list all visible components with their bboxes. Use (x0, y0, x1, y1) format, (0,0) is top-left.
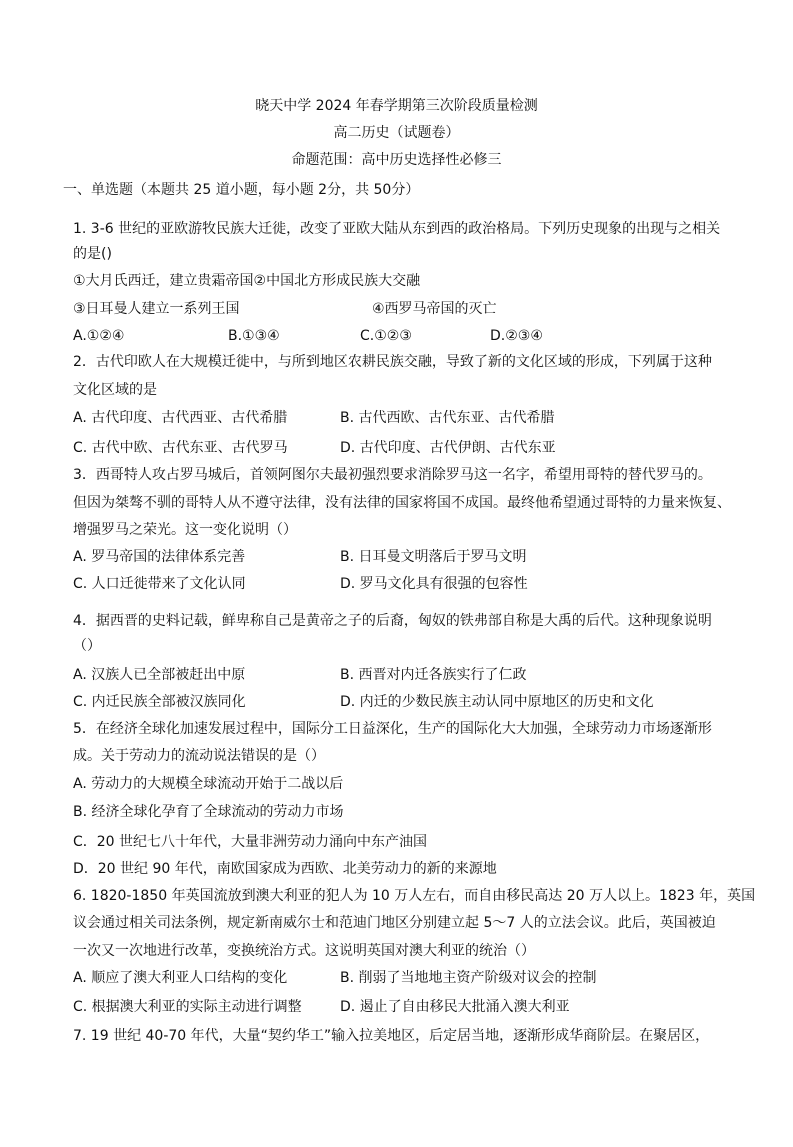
q3-option-a[interactable]: A. 罗马帝国的法律体系完善 (73, 549, 246, 565)
exam-scope: 命题范围：高中历史选择性必修三 (291, 152, 502, 168)
q2-option-d[interactable]: D. 古代印度、古代伊朗、古代东亚 (340, 440, 556, 456)
q5-option-b[interactable]: B. 经济全球化孕育了全球流动的劳动力市场 (73, 804, 344, 820)
q4-stem-line1: 4．据西晋的史料记载，鲜卑称自己是黄帝之子的后裔，匈奴的铁弗部自称是大禹的后代。这种现象说明 (73, 613, 712, 629)
q1-item-line1: ①大月氏西迁，建立贵霜帝国②中国北方形成民族大交融 (73, 273, 421, 289)
q3-option-b[interactable]: B. 日耳曼文明落后于罗马文明 (340, 549, 527, 565)
q5-stem-line2: 成。关于劳动力的流动说法错误的是（） (73, 748, 325, 764)
q7-stem-line1: 7. 19 世纪 40-70 年代，大量“契约华工”输入拉美地区，后定居当地，逐渐形成华商阶层。在聚居区， (73, 1028, 710, 1044)
q3-option-c[interactable]: C. 人口迁徙带来了文化认同 (73, 576, 246, 592)
q4-option-a[interactable]: A. 汉族人已全部被赶出中原 (73, 667, 246, 683)
q4-option-c[interactable]: C. 内迁民族全部被汉族同化 (73, 694, 246, 710)
q3-option-d[interactable]: D. 罗马文化具有很强的包容性 (340, 576, 528, 592)
q4-option-d[interactable]: D. 内迁的少数民族主动认同中原地区的历史和文化 (340, 694, 654, 710)
q1-option-b[interactable]: B.①③④ (228, 328, 280, 344)
q3-stem-line3: 增强罗马之荣光。这一变化说明（） (73, 522, 297, 538)
q6-option-c[interactable]: C. 根据澳大利亚的实际主动进行调整 (73, 999, 302, 1015)
q2-option-b[interactable]: B. 古代西欧、古代东亚、古代希腊 (340, 410, 555, 426)
q1-stem-line1: 1. 3-6 世纪的亚欧游牧民族大迁徙，改变了亚欧大陆从东到西的政治格局。下列历史现象的出现与之相关 (73, 221, 721, 237)
q1-item-line2: ③日耳曼人建立一系列王国 (73, 301, 240, 317)
q2-option-c[interactable]: C. 古代中欧、古代东亚、古代罗马 (73, 440, 288, 456)
q4-option-b[interactable]: B. 西晋对内迁各族实行了仁政 (340, 667, 527, 683)
exam-subtitle: 高二历史（试题卷） (333, 125, 460, 141)
q6-stem-line1: 6. 1820-1850 年英国流放到澳大利亚的犯人为 10 万人左右，而自由移民高达 20 万人以上。1823 年，英国 (73, 888, 756, 904)
q3-stem-line2: 但因为桀骜不驯的哥特人从不遵守法律，没有法律的国家将国不成国。最终他希望通过哥特的力量来恢复、 (73, 495, 731, 511)
q2-stem-line1: 2．古代印欧人在大规模迁徙中，与所到地区农耕民族交融，导致了新的文化区域的形成，下列属于这种 (73, 354, 712, 370)
q3-stem-line1: 3．西哥特人攻占罗马城后，首领阿图尔夫最初强烈要求消除罗马这一名字，希望用哥特的替代罗马的。 (73, 467, 712, 483)
q5-option-a[interactable]: A. 劳动力的大规模全球流动开始于二战以后 (73, 776, 344, 792)
q1-stem-line2: 的是() (73, 246, 112, 262)
exam-title: 晓天中学 2024 年春学期第三次阶段质量检测 (255, 98, 538, 114)
q6-option-a[interactable]: A. 顺应了澳大利亚人口结构的变化 (73, 970, 288, 986)
q5-stem-line1: 5．在经济全球化加速发展过程中，国际分工日益深化，生产的国际化大大加强，全球劳动力市场逐渐形 (73, 721, 712, 737)
q5-option-c[interactable]: C．20 世纪七八十年代，大量非洲劳动力涌向中东产油国 (73, 834, 428, 850)
q6-option-b[interactable]: B. 削弱了当地地主资产阶级对议会的控制 (340, 970, 597, 986)
q1-option-d[interactable]: D.②③④ (490, 328, 543, 344)
q1-option-a[interactable]: A.①②④ (73, 328, 125, 344)
q1-option-c[interactable]: C.①②③ (360, 328, 412, 344)
q4-stem-line2: （） (73, 638, 101, 654)
section-heading: 一、单选题（本题共 25 道小题，每小题 2分，共 50分） (63, 182, 420, 198)
q1-item-line3: ④西罗马帝国的灭亡 (372, 301, 497, 317)
q6-stem-line2: 议会通过相关司法条例，规定新南威尔士和范迪门地区分别建立起 5～7 人的立法会议。此后，英国被迫 (73, 915, 716, 931)
q2-stem-line2: 文化区域的是 (73, 382, 157, 398)
q6-stem-line3: 一次又一次地进行改革，变换统治方式。这说明英国对澳大利亚的统治（） (73, 943, 535, 959)
q6-option-d[interactable]: D. 遏止了自由移民大批涌入澳大利亚 (340, 999, 570, 1015)
q5-option-d[interactable]: D．20 世纪 90 年代，南欧国家成为西欧、北美劳动力的新的来源地 (73, 861, 497, 877)
q2-option-a[interactable]: A. 古代印度、古代西亚、古代希腊 (73, 410, 288, 426)
